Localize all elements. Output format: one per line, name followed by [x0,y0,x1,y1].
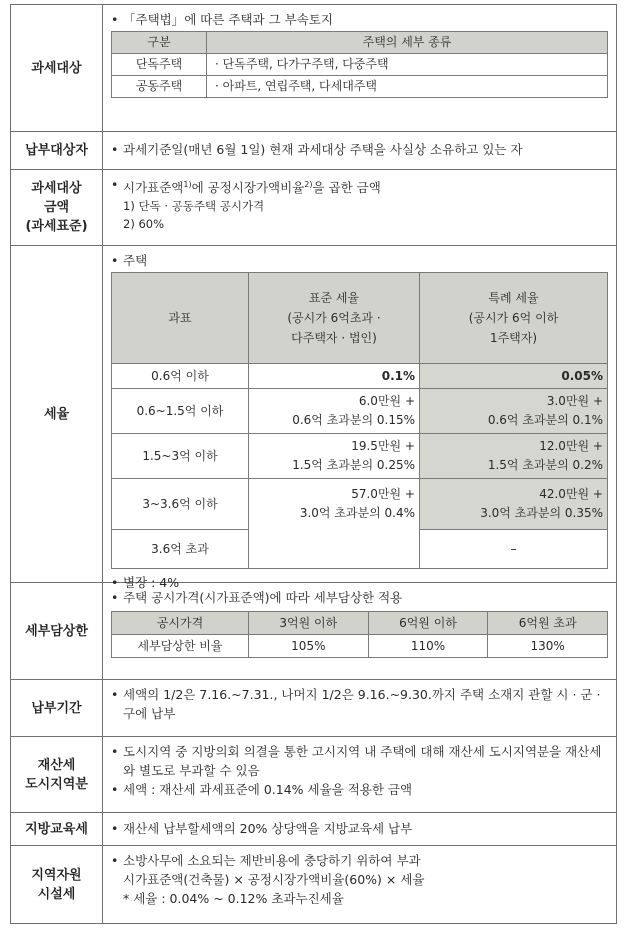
education-tax-text: 재산세 납부할세액의 20% 상당액을 지방교육세 납부 [123,821,413,836]
section-tax-base: 과세대상 금액 (과세표준) • 시가표준액$^{1)}$에 공정시장가액비율$^{2)}$을 곱한 금액 1) 단독 · 공동주택 공시가격 2) 60% [11,170,616,246]
table-row: 단독주택 · 단독주택, 다가구주택, 다중주택 [112,54,608,76]
tax-cap-table: 공시가격 3억원 이하 6억원 이하 6억원 초과 세부담상한 비율 105% 110% 130% [111,611,608,658]
payer-bullet: 과세기준일(매년 6월 1일) 현재 과세대상 주택을 사실상 소유하고 있는 자 [123,142,523,157]
resource-tax-text: 소방사무에 소요되는 제반비용에 충당하기 위하여 부과 [123,853,421,868]
resource-tax-note: * 세율 : 0.04% ~ 0.12% 초과누진세율 [123,891,344,906]
section-payer: 납부대상자 • 과세기준일(매년 6월 1일) 현재 과세대상 주택을 사실상 소유하고 있는 자 [11,132,616,170]
section-tax-cap: 세부담상한 • 주택 공시가격(시가표준액)에 따라 세부담상한 적용 공시가격 3억원 이하 6억원 이하 6억원 초과 세부담상한 비율 105% 110% 130% [11,583,616,680]
urban-area-text-2: 세액 : 재산세 과세표준에 0.14% 세율을 적용한 금액 [123,782,413,797]
table-row: 3.6억 초과 – [112,530,608,569]
label-taxable: 과세대상 [11,5,103,131]
section-rate: 세율 • 주택 과표 표준 세율 (공시가 6억초과 · 다주택자 · 법인) 특례 세율 (공시가 6억 이하 1주택자) 0.6억 이하 0.1% 0.05% 0.6~1.5억 이하 6.0만원 + 0.6억 초과분의 0.15% 3.0만원 + 0.6억 초과분의 0.1% 1.5~3억 이하 19.5만원 + 1.5억 초과분의 0.25% 12.0만원 + 1.5억 초과분의 0.2% 3~3.6억 이하 57.0만원 + 3.0억 초과분의 0.4% 42.0만원 + 3.0억 초과분의 0.35% 3.6억 초과 – • 별장 : 4% [11,246,616,583]
label-payment-period: 납부기간 [11,680,103,736]
table-row: 3~3.6억 이하 57.0만원 + 3.0억 초과분의 0.4% 42.0만원 + 3.0억 초과분의 0.35% [112,479,608,530]
rate-bullet: 주택 [123,253,148,268]
resource-tax-formula: 시가표준액(건축물) × 공정시장가액비율(60%) × 세율 [123,872,425,887]
taxable-header-detail: 주택의 세부 종류 [207,32,608,54]
label-payer: 납부대상자 [11,132,103,169]
section-taxable: 과세대상 • 「주택법」에 따른 주택과 그 부속토지 구분 주택의 세부 종류 단독주택 · 단독주택, 다가구주택, 다중주택 공동주택 · 아파트, 연립주택, 다세대주택 [11,5,616,132]
tax-base-note-1: 1) 단독 · 공동주택 공시가격 [123,199,265,214]
taxable-type-table [111,31,608,98]
tax-cap-bullet: 주택 공시가격(시가표준액)에 따라 세부담상한 적용 [123,590,403,605]
payment-period-text: 세액의 1/2은 7.16.~7.31., 나머지 1/2은 9.16.~9.30.까지 주택 소재지 관할 시 · 군 · 구에 납부 [123,687,601,721]
section-education-tax: 지방교육세 • 재산세 납부할세액의 20% 상당액을 지방교육세 납부 [11,813,616,846]
tax-base-note-2: 2) 60% [123,217,165,232]
label-resource-tax: 지역자원 시설세 [11,846,103,923]
rate-header-special: 특례 세율 (공시가 6억 이하 1주택자) [420,273,608,364]
section-resource-tax: 지역자원 시설세 • 소방사무에 소요되는 제반비용에 충당하기 위하여 부과 시가표준액(건축물) × 공정시장가액비율(60%) × 세율 * 세율 : 0.04% ~ 0.12% 초과누진세율 [11,846,616,923]
label-urban-area: 재산세 도시지역분 [11,737,103,812]
taxable-bullet: 「주택법」에 따른 주택과 그 부속토지 [123,12,333,27]
label-rate: 세율 [11,246,103,582]
rate-header-bracket: 과표 [112,273,249,364]
table-row: 0.6억 이하 0.1% 0.05% [112,364,608,389]
rate-table [111,272,608,569]
villa-rate: 별장 : 4% [123,575,180,590]
table-row: 0.6~1.5억 이하 6.0만원 + 0.6억 초과분의 0.15% 3.0만원 + 0.6억 초과분의 0.1% [112,389,608,434]
label-education-tax: 지방교육세 [11,813,103,845]
urban-area-text-1: 도시지역 중 지방의회 의결을 통한 고시지역 내 주택에 대해 재산세 도시지역분을 재산세와 별도로 부과할 수 있음 [123,744,602,778]
rate-header-standard: 표준 세율 (공시가 6억초과 · 다주택자 · 법인) [249,273,420,364]
tax-base-bullet: 시가표준액$^{1)}$에 공정시장가액비율$^{2)}$을 곱한 금액 [123,180,381,196]
table-row: 세부담상한 비율 105% 110% 130% [112,635,608,658]
label-tax-cap: 세부담상한 [11,583,103,679]
label-tax-base: 과세대상 금액 (과세표준) [11,170,103,245]
taxable-header-type: 구분 [112,32,207,54]
table-row: 공동주택 · 아파트, 연립주택, 다세대주택 [112,76,608,98]
property-tax-table [10,4,617,924]
section-urban-area: 재산세 도시지역분 • 도시지역 중 지방의회 의결을 통한 고시지역 내 주택에 대해 재산세 도시지역분을 재산세와 별도로 부과할 수 있음 • 세액 : 재산세 과세표준에 0.14% 세율을 적용한 금액 [11,737,616,813]
table-row: 1.5~3억 이하 19.5만원 + 1.5억 초과분의 0.25% 12.0만원 + 1.5억 초과분의 0.2% [112,434,608,479]
section-payment-period: 납부기간 • 세액의 1/2은 7.16.~7.31., 나머지 1/2은 9.16.~9.30.까지 주택 소재지 관할 시 · 군 · 구에 납부 [11,680,616,737]
